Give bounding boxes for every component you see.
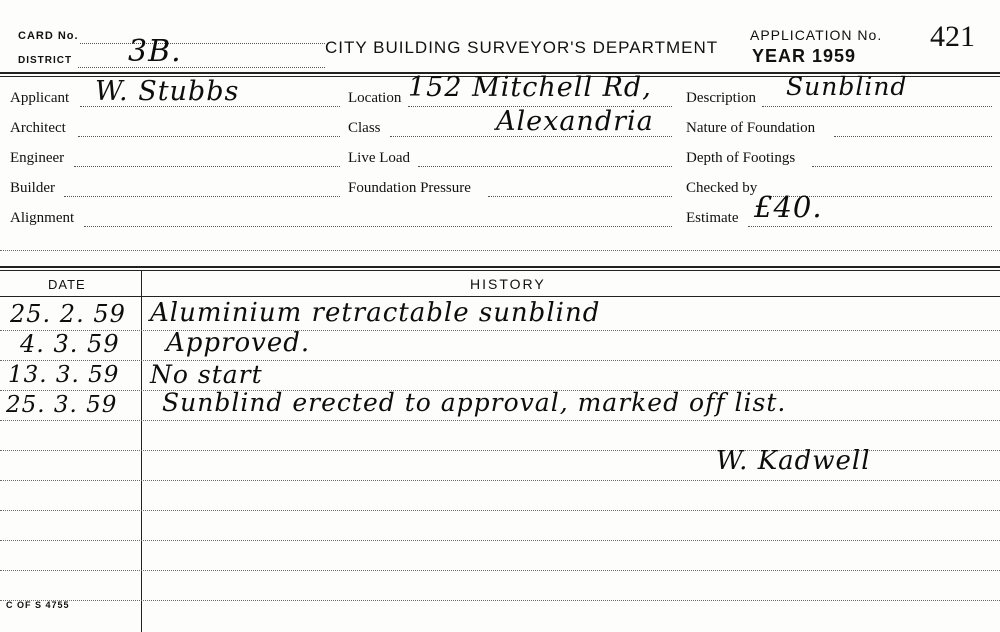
history-header-rule (0, 296, 1000, 297)
description-line (762, 106, 992, 107)
year-label: YEAR 1959 (752, 46, 857, 66)
district-line (78, 67, 325, 68)
history-rule (0, 540, 1000, 541)
depth-of-footings-label: Depth of Footings (686, 150, 796, 166)
checked-by-label: Checked by (686, 180, 758, 196)
estimate-value: £40. (754, 190, 823, 224)
signature: W. Kadwell (716, 446, 871, 476)
description-label: Description (686, 90, 756, 106)
history-rule (0, 330, 1000, 331)
history-rule (0, 510, 1000, 511)
foundation-pressure-line (488, 196, 672, 197)
location-value-line2: Alexandria (496, 106, 654, 137)
history-rule-top2 (0, 270, 1000, 271)
card-no-line (80, 43, 325, 44)
history-rule-top (0, 266, 1000, 268)
nature-of-foundation-label: Nature of Foundation (686, 120, 816, 136)
entry-date: 13. 3. 59 (8, 362, 120, 388)
foundation-pressure-label: Foundation Pressure (348, 180, 471, 196)
department-title: CITY BUILDING SURVEYOR'S DEPARTMENT (325, 38, 719, 57)
entry-date: 25. 3. 59 (6, 392, 118, 418)
alignment-line (84, 226, 672, 227)
description-value: Sunblind (786, 72, 908, 101)
applicant-label: Applicant (10, 90, 70, 106)
nature-of-foundation-line (834, 136, 992, 137)
architect-line (78, 136, 340, 137)
builder-label: Builder (10, 180, 55, 196)
card-no-label: CARD No. (18, 30, 79, 42)
district-label: DISTRICT (18, 55, 73, 66)
application-no-label: APPLICATION No. (750, 27, 883, 43)
form-code: C OF S 4755 (6, 600, 70, 610)
applicant-value: W. Stubbs (95, 76, 240, 107)
engineer-line (74, 166, 340, 167)
application-no-value: 421 (930, 20, 975, 53)
live-load-label: Live Load (348, 150, 411, 166)
fields-bottom-rule (0, 250, 1000, 251)
depth-of-footings-line (812, 166, 992, 167)
entry-text: Aluminium retractable sunblind (150, 298, 601, 328)
history-rule (0, 600, 1000, 601)
builder-line (64, 196, 340, 197)
entry-date: 25. 2. 59 (10, 300, 126, 328)
estimate-line (748, 226, 992, 227)
entry-text: Approved. (166, 328, 311, 358)
live-load-line (418, 166, 672, 167)
location-value: 152 Mitchell Rd, (408, 72, 652, 103)
architect-label: Architect (10, 120, 66, 136)
location-label: Location (348, 90, 402, 106)
estimate-label: Estimate (686, 210, 739, 226)
date-column-header: DATE (48, 277, 86, 292)
history-rule (0, 480, 1000, 481)
entry-text: No start (150, 360, 263, 389)
history-column-header: HISTORY (470, 276, 546, 292)
entry-date: 4. 3. 59 (20, 330, 120, 358)
engineer-label: Engineer (10, 150, 65, 166)
history-rule (0, 570, 1000, 571)
class-label: Class (348, 120, 381, 136)
entry-text: Sunblind erected to approval, marked off list. (162, 388, 787, 417)
district-value: 3B. (128, 34, 182, 69)
date-column-divider (141, 271, 142, 632)
history-rule (0, 420, 1000, 421)
alignment-label: Alignment (10, 210, 75, 226)
